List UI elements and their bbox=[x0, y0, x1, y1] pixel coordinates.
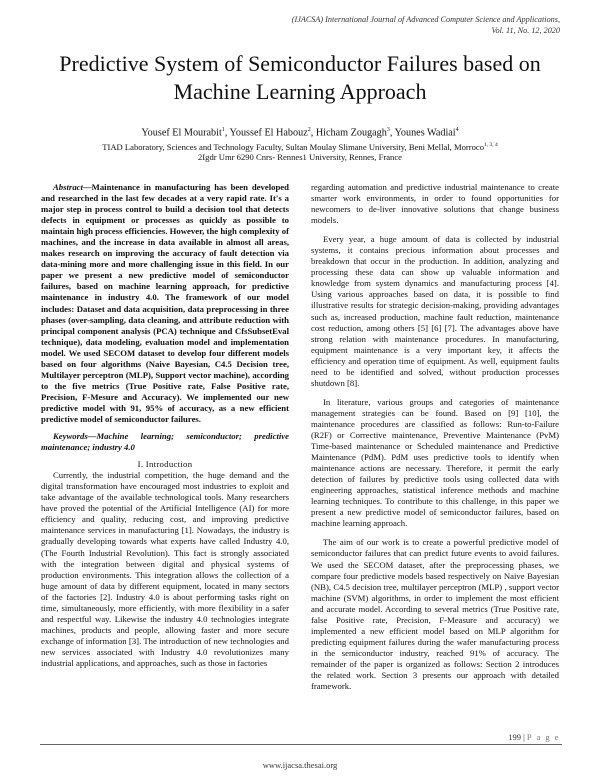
affiliation-2 bbox=[20, 151, 580, 163]
abstract bbox=[41, 182, 289, 425]
left-column bbox=[41, 182, 289, 669]
body-paragraph: The aim of our work is to create a powerful predictive model of semiconductor failures that can predict future events to avoid failures. We used the SECOM dataset, after the preprocessing phases, we compare four predictive models based respectively on Naive Bayesian (NB), C4.5 decision tree, multilayer perceptron (MLP) , support vector machine (SVM) algorithms, in order to implement the most efficient and accurate model. According to several metrics (True Positive rate, false Positive rate, Precision, F-Measure and accuracy) we implemented a new efficient model based on MLP algorithm for predicting equipment failures during the wafer manufacturing process in the semiconductor industry, reached 91% of accuracy. The remainder of the paper is organized as follows: Section 2 introduces the related work. Section 3 presents our approach with detailed framework. bbox=[311, 537, 559, 692]
affiliation-text: 2Igdr Umr 6290 Cnrs- Rennes1 University, Rennes, France bbox=[198, 152, 402, 162]
author-name: Hicham Zougagh bbox=[315, 127, 387, 139]
abstract-lead: Abstract— bbox=[53, 182, 92, 192]
author-affil-mark: 1 bbox=[221, 127, 225, 133]
page-label: P a g e bbox=[526, 732, 560, 742]
journal-volume: Vol. 11, No. 12, 2020 bbox=[491, 26, 560, 35]
right-column bbox=[311, 182, 559, 692]
author-affil-mark: 3 bbox=[386, 127, 390, 133]
affiliation-mark: 1, 3, 4 bbox=[484, 142, 498, 148]
affiliation-text: TIAD Laboratory, Sciences and Technology Faculty, Sultan Moulay Slimane University, Beni Mellal, Morroco bbox=[102, 141, 485, 152]
author-name: Yousef El Mourabit bbox=[141, 127, 222, 139]
footer-divider bbox=[40, 744, 562, 745]
author-name: Younes Wadiai bbox=[394, 127, 456, 139]
journal-header bbox=[200, 14, 560, 36]
footer-url: www.ijacsa.thesai.org bbox=[262, 760, 338, 770]
author-list: Yousef El Mourabit$^1$, Youssef El Habouz$^2$, Hicham Zougagh$^3$, Younes Wadiai$^4$ bbox=[141, 127, 459, 139]
author-name: Youssef El Habouz bbox=[229, 127, 308, 139]
page-number-value: 199 bbox=[508, 732, 521, 742]
body-paragraph: Every year, a huge amount of data is collected by industrial systems, it contains precious information about processes and breakdown that occur in the production. In addition, analyzing and processing these data can show up valuable information and knowledge from system dynamics and manufacturing process [4]. Using various approaches based on data, it is possible to find illustrative results for strategic decision-making, providing advantages such as, increased production, machine fault reduction, maintenance cost reduction, among others [5] [6] [7]. The advantages above have strong relation with maintenance procedures. In manufacturing, equipment maintenance is a very important key, it affects the efficiency and operation time of equipment. As well, equipment faults need to be identified and solved, without production processes shutdown [8]. bbox=[311, 234, 559, 388]
section-heading-introduction: I. Introduction bbox=[137, 459, 193, 470]
abstract-body: Maintenance in manufacturing has been developed and researched in the last few decades at a very rapid rate. It's a major step in process control to build a decision tool that detects defects in equipment or processes as quickly as possible to maintain high process efficiencies. However, the high complexity of machines, and the increase in data available in almost all areas, makes research on improving the accuracy of fault detection via data-mining more and more challenging issue in this field. In our paper we present a new predictive model of semiconductor failures, based on machine learning approach, for predictive maintenance in industry 4.0. The framework of our model includes: Dataset and data acquisition, data preprocessing in three phases (over-sampling, data cleaning, and attribute reduction with principal component analysis (PCA) technique and CfsSubsetEval technique), data modeling, evaluation model and implementation model. We used SECOM dataset to develop four different models based on four algorithms (Naive Bayesian, C4.5 Decision tree, Multilayer perceptron (MLP), Support vector machine), according to the five metrics (True Positive rate, False Positive rate, Precision, F-Mesure and Accuracy). We implemented our new predictive model with 91, 95% of accuracy, as a new efficient predictive model of semiconductor failures. bbox=[41, 182, 289, 424]
journal-name: (IJACSA) International Journal of Advanced Computer Science and Applications, bbox=[291, 15, 560, 24]
paper-title: Predictive System of Semiconductor Failures based on Machine Learning Approach bbox=[59, 51, 541, 104]
body-paragraph: In literature, various groups and categories of maintenance management strategies can be found. Based on [9] [10], the maintenance procedures are classified as follows: Run-to-Failure (R2F) or Corrective maintenance, Preventive Maintenance (PvM) Time-based maintenance or Scheduled maintenance and Predictive Maintenance (PdM). PdM uses predictive tools to identify when maintenance actions are necessary. Therefore, it permit the early detection of failures by predictive tools using collected data with engineering approaches, statistical inference methods and machine learning techniques. To contribute to this challenge, in this paper we present a new predictive model of semiconductor failures, based on machine learning approach. bbox=[311, 396, 559, 529]
intro-paragraph: Currently, the industrial competition, the huge demand and the digital transformation have encouraged most industries to exploit and take advantage of the available technological tools. Many researchers have proved the potential of the Artificial Intelligence (AI) for more efficiency and quality, reducing cost, and improving predictive maintenance services in manufacturing [1]. Nowadays, the industry is gradually developing towards what experts have called Industry 4.0, (The Fourth Industrial Revolution). This fact is strongly associated with the integration between digital and physical systems of production environments. This integration allows the collection of a huge amount of data by different equipment, located in many sectors of the factories [2]. Industry 4.0 is about performing tasks right on time, simultaneously, more efficiently, with more flexibility in a safer and respectful way. Likewise the industry 4.0 technologies integrate machines, products and people, allowing faster and more secure exchange of information [3]. The introduction of new technologies and new services associated with Industry 4.0 revolutionizes many industrial applications, and approaches, such as those in factories bbox=[41, 470, 289, 668]
keywords: Keywords—Machine learning; semiconductor; predictive maintenance; industry 4.0 bbox=[41, 431, 289, 453]
body-paragraph: regarding automation and predictive industrial maintenance to create smarter work environments, in order to found opportunities for newcomers to de-liver innovative solutions that change business models. bbox=[311, 182, 559, 226]
author-affil-mark: 4 bbox=[455, 127, 459, 133]
author-affil-mark: 2 bbox=[307, 127, 311, 133]
page-number: 199 | P a g e bbox=[508, 732, 560, 742]
